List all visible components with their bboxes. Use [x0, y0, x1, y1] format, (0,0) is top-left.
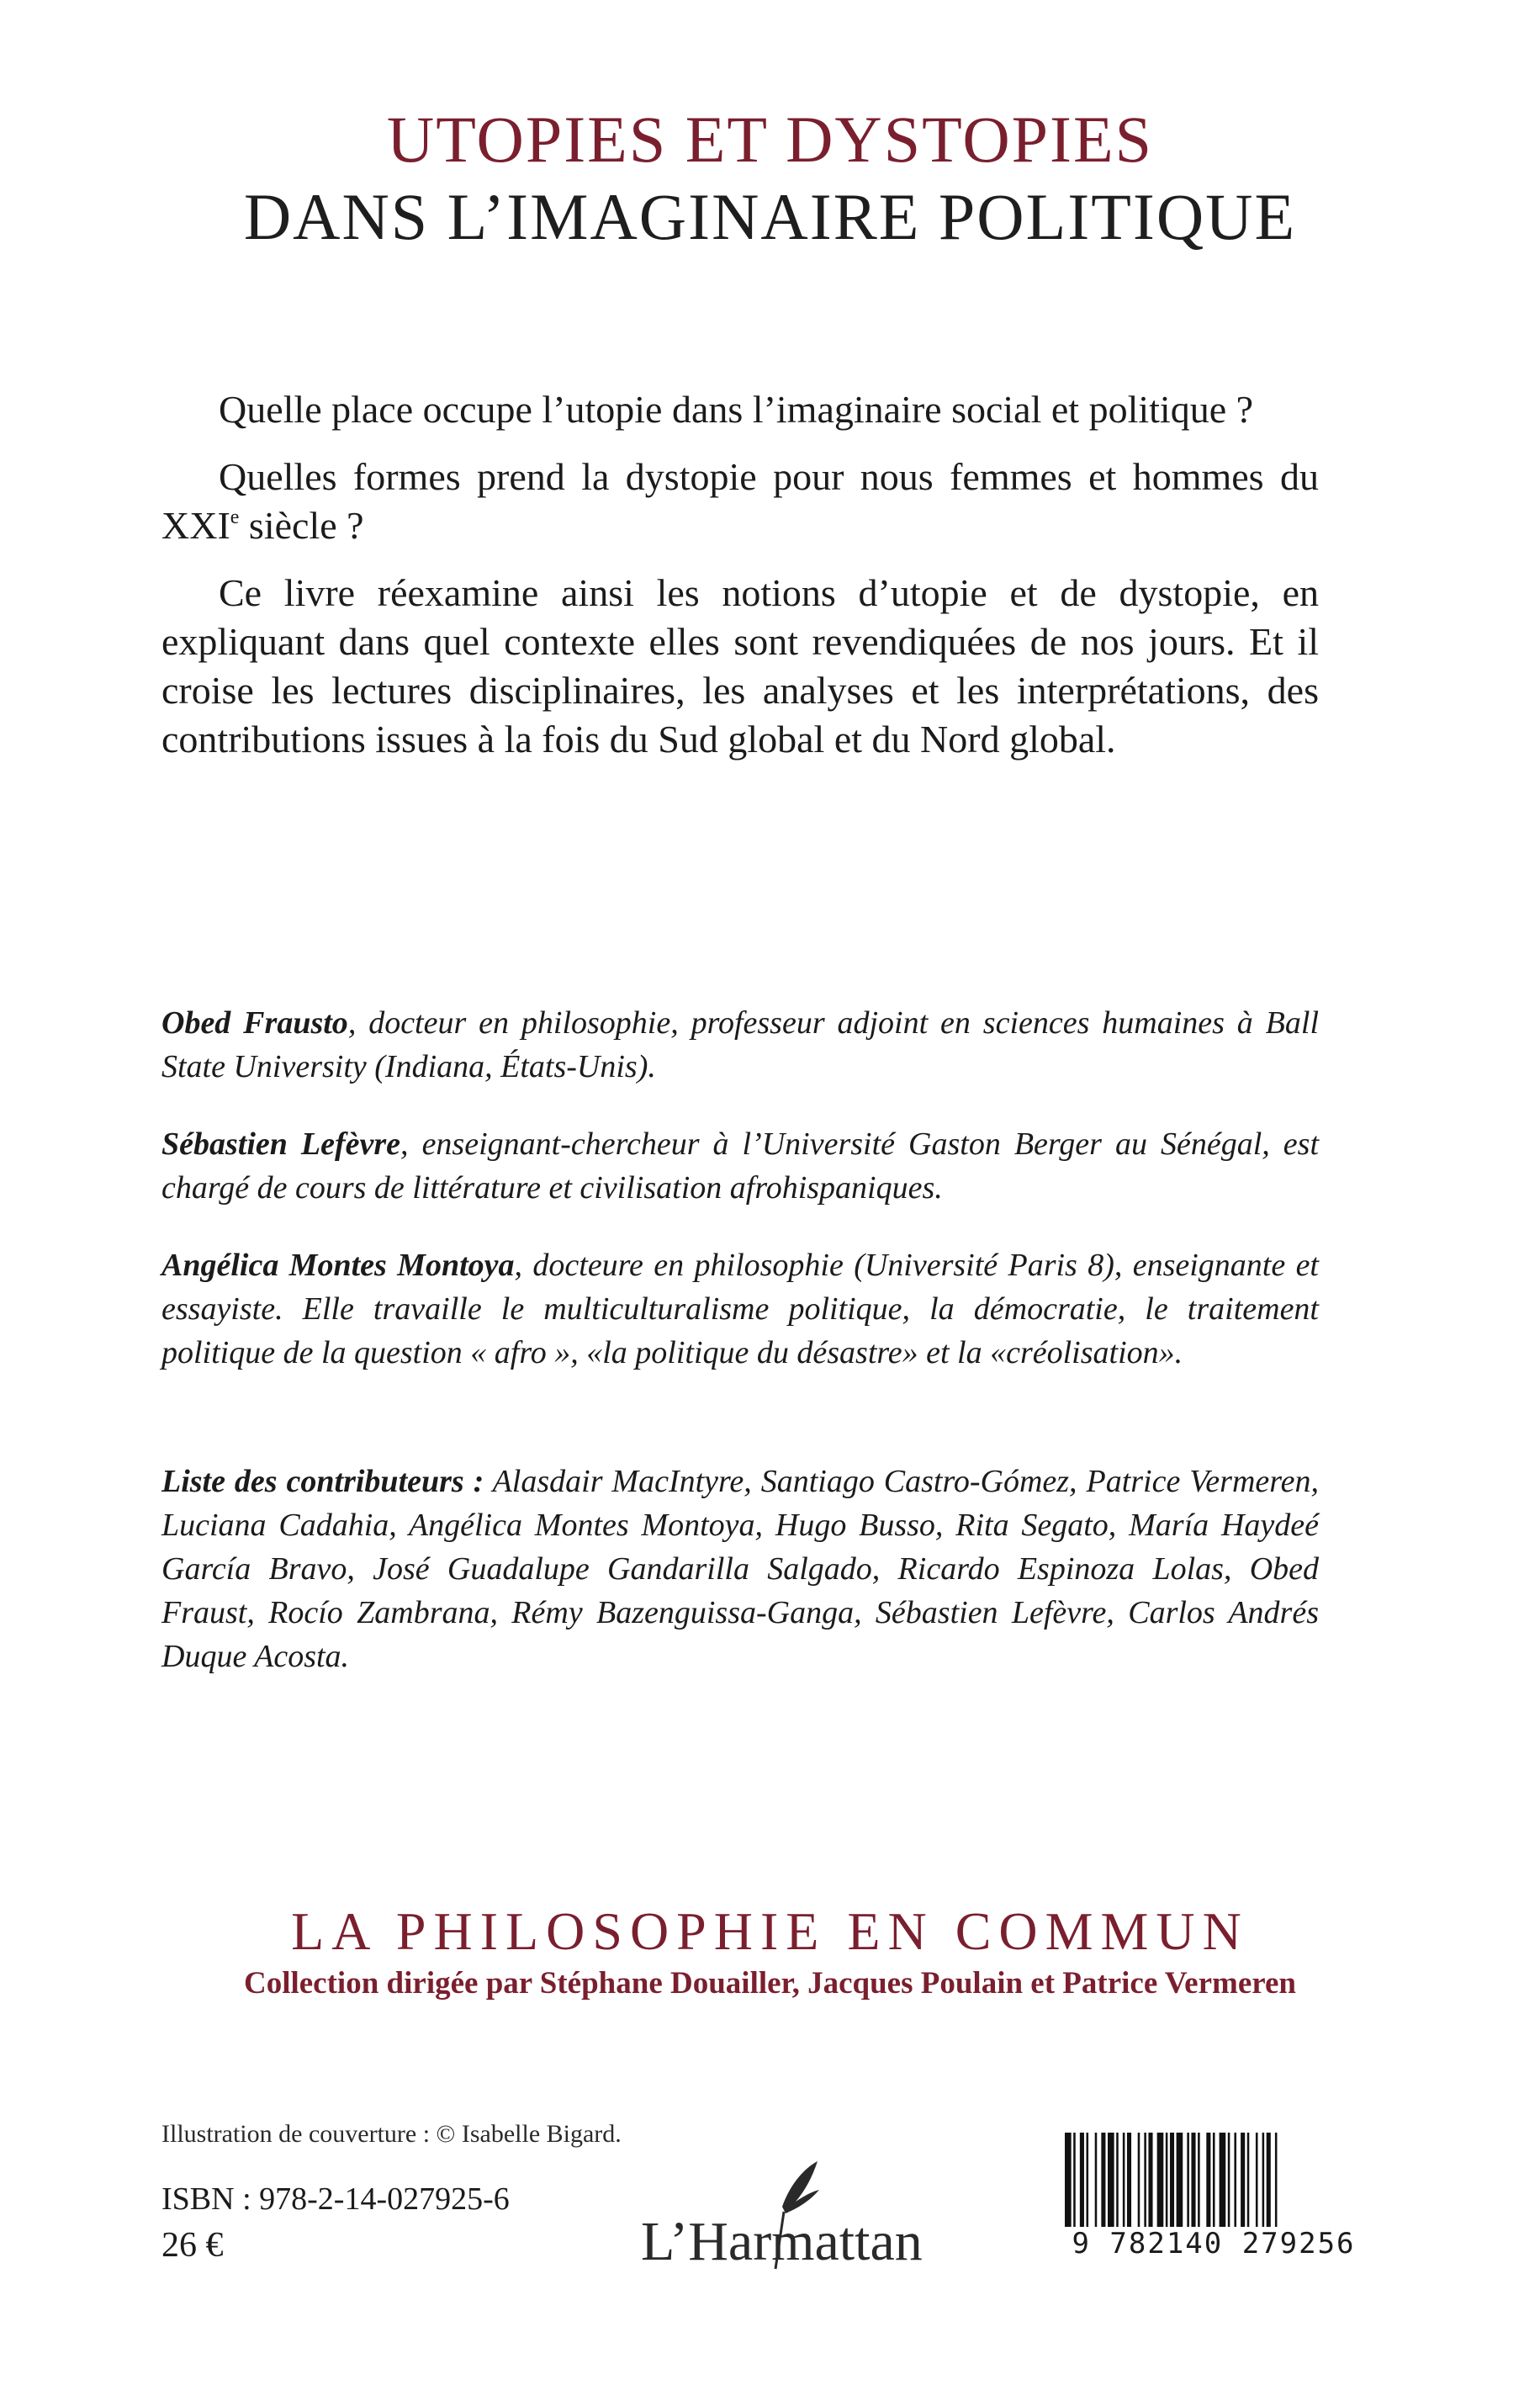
bio-item	[161, 1001, 1319, 1089]
barcode-bar	[1166, 2133, 1168, 2234]
barcode	[1061, 2133, 1366, 2276]
barcode-bar	[1101, 2133, 1105, 2234]
summary-paragraph-3: Ce livre réexamine ainsi les notions d’utopie et de dystopie, en expliquant dans quel contexte elles sont revendiquées de nos jours. Et il croise les lectures disciplinaires, les analyses et les interprétations, des contributions issues à la fois du Sud global et du Nord global.	[161, 571, 1319, 761]
author-bios	[161, 1001, 1319, 1408]
illustration-credit: Illustration de couverture : © Isabelle Bigard.	[161, 2120, 622, 2148]
barcode-bar	[1267, 2133, 1271, 2234]
barcode-bar	[1138, 2133, 1140, 2234]
barcode-bar	[1148, 2133, 1152, 2234]
barcode-bar	[1187, 2133, 1189, 2234]
summary-paragraph-1: Quelle place occupe l’utopie dans l’imaginaire social et politique ?	[219, 388, 1254, 431]
barcode-bar	[1234, 2133, 1236, 2234]
bio-item	[161, 1243, 1319, 1375]
publisher-logo	[641, 2158, 927, 2284]
barcode-bar	[1157, 2133, 1164, 2234]
barcode-bar	[1087, 2133, 1089, 2234]
bio-name: Obed Frausto	[161, 1005, 348, 1041]
barcode-bar	[1123, 2133, 1125, 2234]
barcode-bar	[1247, 2133, 1250, 2234]
barcode-bar	[1170, 2133, 1174, 2234]
barcode-bar	[1080, 2133, 1084, 2234]
summary-paragraph-2	[161, 453, 1319, 550]
summary-p2-text: Quelles formes prend la dystopie pour nous femmes et hommes du XXI	[161, 455, 1319, 547]
collection-directors: Collection dirigée par Stéphane Douailler, Jacques Poulain et Patrice Vermeren	[243, 1966, 1297, 2001]
title-line-1: UTOPIES ET DYSTOPIES	[386, 103, 1154, 176]
contributors-names: Alasdair MacIntyre, Santiago Castro-Gómez, Patrice Vermeren, Luciana Cadahia, Angélica Montes Montoya, Hugo Busso, Rita Segato, María Haydeé García Bravo, José Guadalupe Gandarilla Salgado, Ricardo Espinoza Lolas, Obed Fraust, Rocío Zambrana, Rémy Bazenguissa-Ganga, Sébastien Lefèvre, Carlos Andrés Duque Acosta.	[161, 1464, 1319, 1674]
barcode-bar	[1177, 2133, 1183, 2234]
price: 26 €	[161, 2226, 224, 2265]
publisher-name: L’Harmattan	[641, 2211, 923, 2272]
contributors-label: Liste des contributeurs :	[161, 1464, 484, 1499]
barcode-bar	[1065, 2133, 1072, 2234]
barcode-bar	[1095, 2133, 1098, 2234]
summary	[161, 385, 1319, 782]
bio-item	[161, 1122, 1319, 1210]
barcode-bar	[1275, 2133, 1278, 2234]
barcode-bar	[1144, 2133, 1146, 2234]
barcode-bar	[1228, 2133, 1230, 2234]
book-title	[0, 101, 1540, 256]
bio-name: Angélica Montes Montoya	[161, 1248, 515, 1283]
barcode-bar	[1127, 2133, 1131, 2234]
barcode-bar	[1262, 2133, 1265, 2234]
barcode-bar	[1206, 2133, 1210, 2234]
bio-name: Sébastien Lefèvre	[161, 1126, 401, 1162]
barcode-bar	[1116, 2133, 1119, 2234]
barcode-bar	[1073, 2133, 1076, 2234]
barcode-bar	[1220, 2133, 1226, 2234]
barcode-digits: 9 782140 279256	[1061, 2227, 1366, 2260]
bio-text: , enseignant-chercheur à l’Université Gaston Berger au Sénégal, est chargé de cours de littérature et civilisation afrohispaniques.	[161, 1126, 1319, 1206]
barcode-bar	[1108, 2133, 1114, 2234]
barcode-bar	[1213, 2133, 1215, 2234]
title-line-2: DANS L’IMAGINAIRE POLITIQUE	[243, 180, 1297, 253]
barcode-bar	[1256, 2133, 1258, 2234]
barcode-bar	[1191, 2133, 1195, 2234]
barcode-bars	[1061, 2133, 1366, 2234]
summary-p2-end: siècle ?	[239, 504, 364, 547]
century-superscript: e	[230, 506, 240, 528]
bio-text: , docteure en philosophie (Université Paris 8), enseignante et essayiste. Elle travaille le multiculturalisme politique, la démocratie, le traitement politique de la question « afro », «la politique du désastre» et la «créolisation».	[161, 1248, 1319, 1370]
barcode-bar	[1241, 2133, 1245, 2234]
isbn: ISBN : 978-2-14-027925-6	[161, 2181, 510, 2217]
contributors-list	[161, 1460, 1319, 1678]
collection-block	[0, 1900, 1540, 2004]
bio-text: , docteur en philosophie, professeur adjoint en sciences humaines à Ball State University (Indiana, États-Unis).	[161, 1005, 1319, 1084]
collection-name: LA PHILOSOPHIE EN COMMUN	[291, 1901, 1249, 1961]
barcode-bar	[1198, 2133, 1200, 2234]
